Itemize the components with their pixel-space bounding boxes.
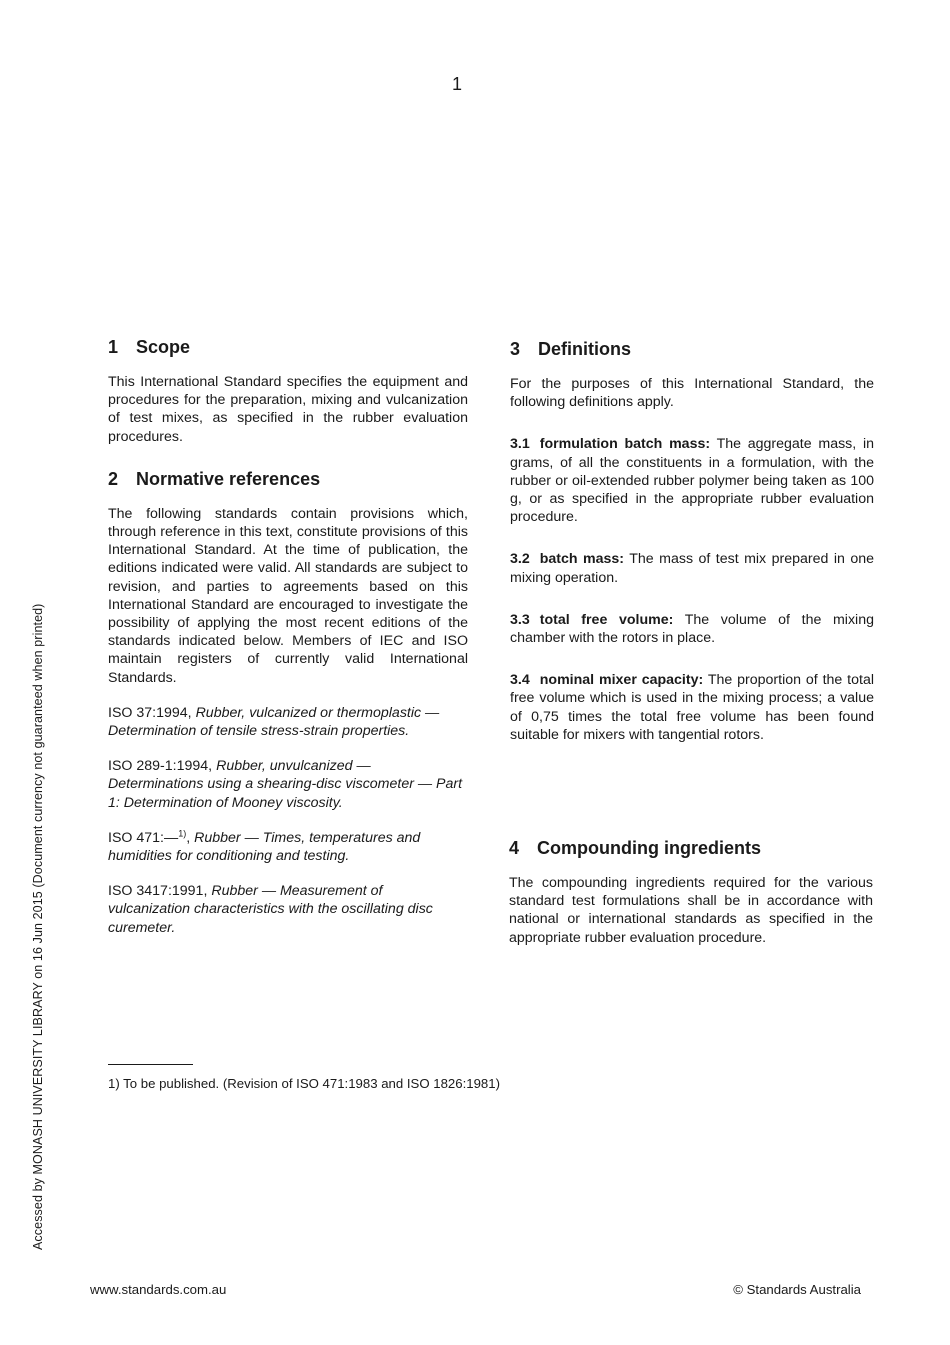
reference-code: ISO 3417:1991,: [108, 883, 208, 900]
right-column: [510, 338, 874, 761]
definition-term: nominal mixer capacity:: [539, 672, 704, 689]
scope-paragraph: This International Standard specifies the equipment and procedures for the preparation, mixing and vulcanization of test mixes, as specified in the rubber evaluation procedures.: [108, 374, 468, 445]
definition-number: 3.2: [510, 551, 530, 568]
definition-term: batch mass:: [539, 551, 625, 568]
reference-title: Rubber, vulcanized or thermoplastic — Determination of tensile stress-strain properties.: [108, 704, 440, 740]
section-number: 3: [510, 339, 521, 359]
right-column-lower: [509, 837, 873, 947]
footer-copyright: © Standards Australia: [733, 1282, 861, 1297]
definition-term: total free volume:: [539, 611, 674, 628]
section-title: Normative references: [136, 468, 321, 489]
compounding-paragraph: The compounding ingredients required for the various standard test formulations shall be in accordance with national or international standards as specified in the appropriate rubber evaluation procedure.: [509, 875, 873, 946]
section-3-heading: [510, 338, 874, 360]
reference-item: [108, 829, 468, 865]
reference-title: Rubber — Times, temperatures and humidities for conditioning and testing.: [108, 829, 421, 865]
definition-term: formulation batch mass:: [539, 436, 711, 453]
definition-text: The proportion of the total free volume which is used in the mixing process; a value of 0,75 times the total free volume has been found suitable for mixers with tangential rotors.: [510, 672, 874, 743]
reference-item: [108, 704, 468, 740]
reference-item: [108, 882, 468, 937]
definition-number: 3.4: [510, 672, 530, 689]
footnote: 1) To be published. (Revision of ISO 471:1983 and ISO 1826:1981): [108, 1076, 500, 1091]
definition-text: The volume of the mixing chamber with the rotors in place.: [510, 611, 874, 647]
access-watermark-note: Accessed by MONASH UNIVERSITY LIBRARY on 16 Jun 2015 (Document currency not guaranteed when printed): [31, 603, 45, 1250]
section-2-heading: [108, 468, 468, 490]
section-number: 1: [108, 337, 119, 357]
definition-item: [510, 611, 874, 647]
definition-text: The aggregate mass, in grams, of all the constituents in a formulation, with the rubber or oil-extended rubber polymer being taken as 100 g, or as specified in the appropriate rubber evaluation procedure.: [510, 436, 874, 526]
reference-item: [108, 757, 468, 812]
reference-code: ISO 37:1994,: [108, 704, 192, 721]
definition-item: [510, 550, 874, 586]
footnote-divider: [108, 1064, 193, 1065]
normative-intro-paragraph: The following standards contain provisions which, through reference in this text, constitute provisions of this International Standard. At the time of publication, the editions indicated were valid. All standards are subject to revision, and parties to agreements based on this International Standard are encouraged to investigate the possibility of applying the most recent editions of the standards indicated below. Members of IEC and ISO maintain registers of currently valid International Standards.: [108, 505, 468, 686]
definition-number: 3.1: [510, 436, 530, 453]
definition-item: [510, 671, 874, 744]
definition-item: [510, 435, 874, 526]
definition-text: The mass of test mix prepared in one mixing operation.: [510, 551, 875, 586]
section-1-heading: [108, 336, 468, 358]
left-column: [108, 336, 468, 954]
reference-code-suffix: ,: [186, 829, 191, 846]
reference-code: ISO 289-1:1994,: [108, 758, 213, 775]
section-title: Compounding ingredients: [537, 838, 761, 858]
reference-title: Rubber, unvulcanized — Determinations using a shearing-disc viscometer — Part 1: Determination of Mooney viscosity.: [108, 758, 463, 811]
section-title: Definitions: [538, 339, 631, 359]
section-number: 2: [108, 468, 119, 489]
section-title: Scope: [136, 337, 191, 357]
definition-number: 3.3: [510, 611, 530, 628]
reference-code: ISO 471:—: [108, 829, 179, 846]
footer-website: www.standards.com.au: [90, 1282, 227, 1297]
definitions-intro-paragraph: For the purposes of this International Standard, the following definitions apply.: [510, 376, 874, 411]
section-number: 4: [509, 838, 520, 858]
footnote-marker: 1): [178, 828, 187, 839]
page-number: 1: [452, 74, 463, 94]
reference-title: Rubber — Measurement of vulcanization characteristics with the oscillating disc curemeter.: [108, 883, 433, 936]
section-4-heading: [509, 837, 873, 859]
